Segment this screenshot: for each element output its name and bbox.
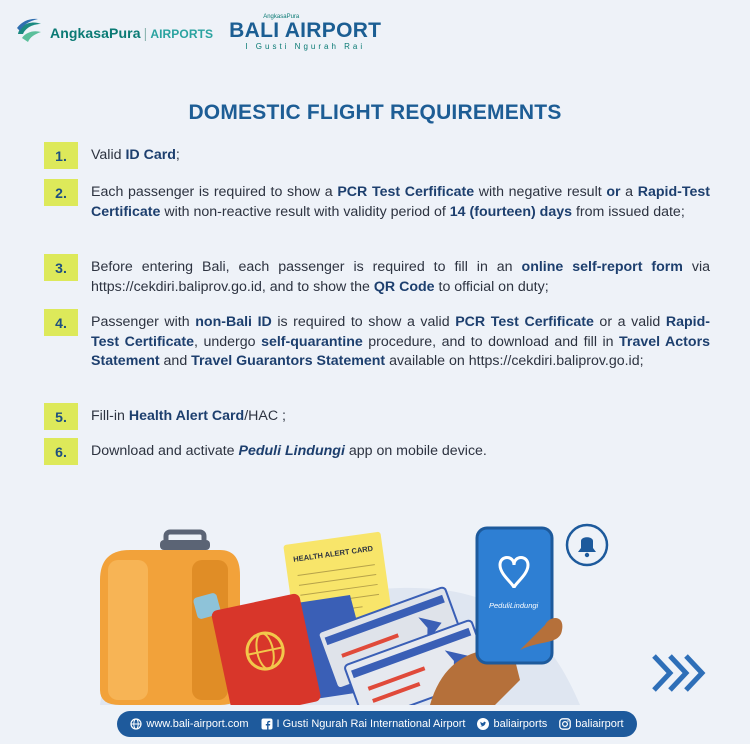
facebook-link[interactable]: I Gusti Ngurah Rai International Airport	[276, 718, 466, 730]
list-item	[44, 403, 710, 430]
item-number: 5.	[44, 403, 78, 430]
twitter-icon	[477, 718, 489, 730]
bell-notification-icon	[567, 525, 607, 565]
angkasa-pura-wordmark	[50, 25, 213, 41]
list-item	[44, 142, 710, 169]
item-text: Fill-in Health Alert Card/HAC ;	[91, 408, 286, 424]
item-text: Passenger with non-Bali ID is required to show a valid PCR Test Cerfificate or a valid Rapid-Test Certificate, undergo self-quarantine procedure, and to download and fill in Travel Actors Statement and Travel Guarantors Statement available on https://cekdiri.baliprov.go.id;	[91, 314, 711, 369]
angkasa-pura-text: AngkasaPura	[50, 24, 141, 41]
bali-airport-subtitle: I Gusti Ngurah Rai	[245, 42, 366, 51]
twitter-link[interactable]: baliairports	[493, 718, 548, 730]
list-item	[44, 254, 710, 297]
globe-icon	[130, 718, 142, 730]
facebook-icon	[261, 718, 273, 730]
item-number: 1.	[44, 142, 78, 169]
item-number: 3.	[44, 254, 78, 281]
item-number: 6.	[44, 438, 78, 465]
footer-twitter[interactable]	[477, 718, 547, 730]
list-item	[44, 179, 710, 222]
item-text: Valid ID Card;	[91, 147, 180, 163]
item-text: Before entering Bali, each passenger is required to fill in an online self-report form via https://cekdiri.baliprov.go.id, and to show the QR Code to official on duty;	[91, 259, 710, 295]
travel-illustration	[100, 520, 620, 705]
item-text: Download and activate Peduli Lindungi app on mobile device.	[91, 443, 487, 459]
list-item	[44, 309, 710, 372]
header-logos	[14, 14, 381, 51]
bali-airport-text: BALI AIRPORT	[229, 19, 382, 42]
instagram-link[interactable]: baliairport	[575, 718, 624, 730]
angkasa-pura-mark-icon	[14, 16, 44, 50]
item-number: 4.	[44, 309, 78, 336]
footer-instagram[interactable]	[559, 718, 623, 730]
phone-app-label: PeduliLindungi	[489, 601, 539, 610]
item-text: Each passenger is required to show a PCR Test Cerfificate with negative result or a Rapid-Test Certificate with non-reactive result with validity period of 14 (fourteen) days from issued date;	[91, 184, 710, 220]
item-number: 2.	[44, 179, 78, 206]
list-item	[44, 438, 710, 465]
airports-text: AIRPORTS	[150, 26, 214, 41]
footer-facebook[interactable]	[261, 718, 466, 730]
logo-separator: |	[143, 24, 148, 41]
chevrons-icon	[650, 652, 710, 694]
footer-website[interactable]	[130, 718, 248, 730]
website-link[interactable]: www.bali-airport.com	[146, 718, 249, 730]
bali-logo-small-text: AngkasaPura	[263, 14, 300, 20]
instagram-icon	[559, 718, 571, 730]
footer-bar	[117, 711, 637, 737]
angkasa-pura-logo	[14, 16, 213, 50]
bali-airport-logo	[229, 14, 381, 51]
health-card-label: HEALTH ALERT CARD	[292, 543, 374, 564]
page-title: DOMESTIC FLIGHT REQUIREMENTS	[188, 101, 562, 124]
